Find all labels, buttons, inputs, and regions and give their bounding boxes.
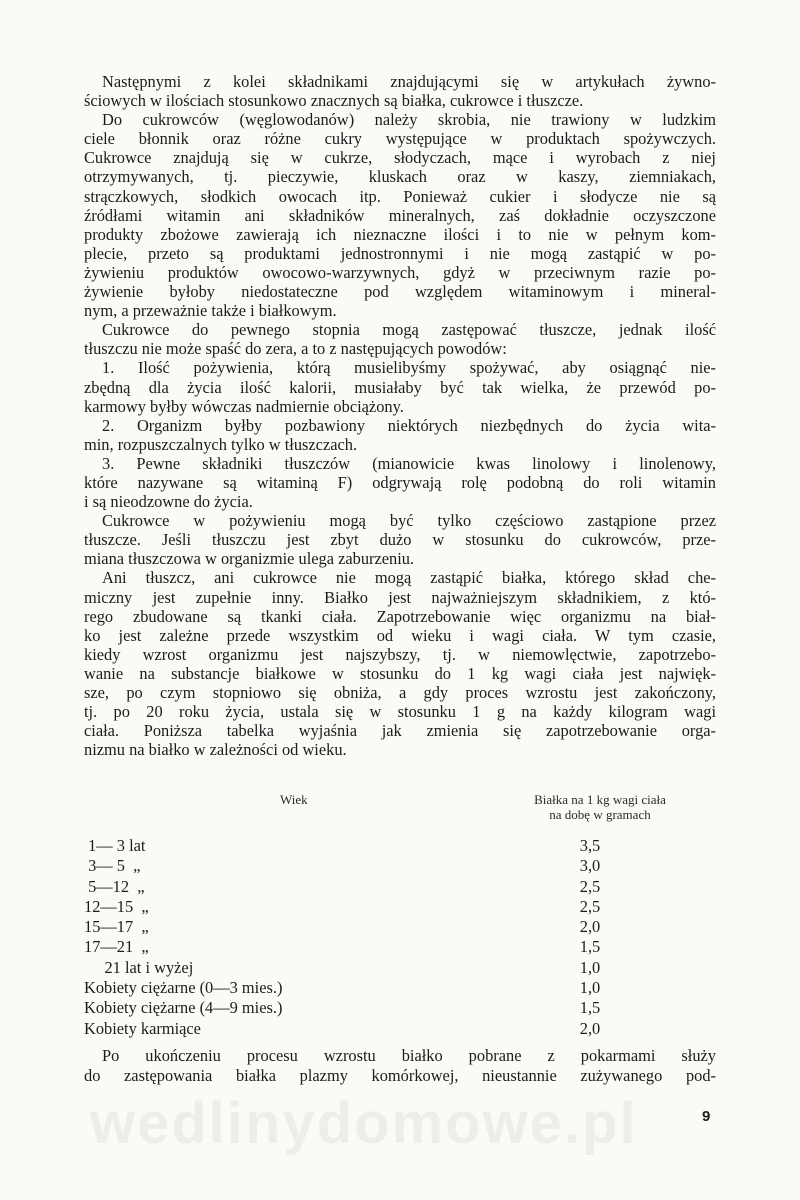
- age-cell: 21 lat i wyżej: [84, 957, 194, 977]
- text-line: żywienie byłoby niedostateczne pod względem witaminowym i mineral-: [84, 282, 716, 302]
- value-cell: 1,5: [579, 998, 601, 1018]
- age-cell: 17—21 „: [84, 937, 149, 957]
- table-row: [84, 937, 716, 957]
- age-cell: Kobiety ciężarne (4—9 mies.): [84, 998, 283, 1018]
- age-cell: 15—17 „: [84, 917, 149, 937]
- text-line: 3. Pewne składniki tłuszczów (mianowicie kwas linolowy i linolenowy,: [102, 453, 716, 473]
- text-line: Ani tłuszcz, ani cukrowce nie mogą zastąpić białka, którego skład che-: [102, 568, 716, 588]
- column-header-protein-line1: Białka na 1 kg wagi ciała: [534, 792, 666, 807]
- age-cell: 1— 3 lat: [84, 836, 146, 855]
- text-line: miczny jest zupełnie inny. Białko jest najważniejszym składnikiem, z któ-: [84, 587, 716, 607]
- table-row: [84, 998, 716, 1018]
- text-line: do zastępowania białka plazmy komórkowej, nieustannie zużywanego pod-: [84, 1066, 716, 1085]
- text-line: Cukrowce znajdują się w cukrze, słodyczach, mące i wyrobach z niej: [84, 148, 716, 168]
- value-cell: 3,0: [579, 856, 601, 876]
- text-line: min, rozpuszczalnych tylko w tłuszczach.: [84, 434, 358, 454]
- table-row: [84, 1019, 716, 1039]
- table-row: [84, 978, 716, 998]
- table-row: [84, 958, 716, 978]
- text-line: ko jest zależne przede wszystkim od wieku i wagi ciała. W tym czasie,: [84, 625, 716, 645]
- text-line: źródłami witamin ani składników mineralnych, zaś dokładnie oczyszczone: [84, 205, 716, 225]
- text-line: kiedy wzrost organizmu jest najszybszy, tj. w niemowlęctwie, zapotrzebo-: [84, 644, 716, 664]
- text-line: produkty zbożowe zawierają ich nieznaczne ilości i to nie w pełnym kom-: [84, 224, 716, 244]
- text-line: tłuszczu nie może spaść do zera, a to z następujących powodów:: [84, 339, 507, 359]
- text-line: Następnymi z kolei składnikami znajdującymi się w artykułach żywno-: [102, 72, 716, 91]
- table-row: [84, 836, 716, 856]
- age-cell: Kobiety karmiące: [84, 1018, 201, 1038]
- text-line: 2. Organizm byłby pozbawiony niektórych niezbędnych do życia wita-: [102, 415, 716, 435]
- text-line: Cukrowce w pożywieniu mogą być tylko częściowo zastąpione przez: [102, 511, 716, 531]
- text-line: ciała. Poniższa tabelka wyjaśnia jak zmienia się zapotrzebowanie orga-: [84, 721, 716, 741]
- text-line: otrzymywanych, tj. pieczywie, kluskach oraz w kaszy, ziemniakach,: [84, 167, 716, 187]
- text-line: ściowych w ilościach stosunkowo znacznych są białka, cukrowce i tłuszcze.: [84, 91, 584, 111]
- text-line: które nazywane są witaminą F) odgrywają rolę podobną do roli witamin: [84, 472, 716, 492]
- main-text: [84, 72, 716, 759]
- text-line: tj. po 20 roku życia, ustala się w stosunku 1 g na każdy kilogram wagi: [84, 702, 716, 722]
- table-row: [84, 917, 716, 937]
- text-line: Po ukończeniu procesu wzrostu białko pobrane z pokarmami służy: [102, 1046, 716, 1065]
- text-line: ciele błonnik oraz różne cukry występujące w produktach spożywczych.: [84, 129, 716, 149]
- value-cell: 2,0: [579, 1018, 601, 1038]
- value-cell: 1,0: [579, 978, 601, 998]
- text-line: strączkowych, słodkich owocach itp. Ponieważ cukier i słodycze nie są: [84, 186, 716, 206]
- text-line: i są nieodzowne do życia.: [84, 492, 253, 512]
- text-line: miana tłuszczowa w organizmie ulega zaburzeniu.: [84, 549, 415, 569]
- watermark: wedlinydomowe.pl: [90, 1091, 638, 1156]
- age-cell: 3— 5 „: [84, 856, 141, 876]
- column-header-protein-line2: na dobę w gramach: [549, 807, 651, 822]
- table-row: [84, 897, 716, 917]
- value-cell: 1,0: [579, 957, 601, 977]
- text-line: wanie na substancje białkowe w stosunku do 1 kg wagi ciała jest najwięk-: [84, 663, 716, 683]
- age-cell: 5—12 „: [84, 876, 145, 896]
- text-line: nizmu na białko w zależności od wieku.: [84, 740, 347, 760]
- value-cell: 2,5: [579, 896, 601, 916]
- table-row: [84, 856, 716, 876]
- value-cell: 1,5: [579, 937, 601, 957]
- text-line: żywieniu produktów owocowo-warzywnych, gdyż w przeciwnym razie po-: [84, 262, 716, 282]
- page-number: 9: [702, 1108, 711, 1125]
- value-cell: 2,0: [579, 917, 601, 937]
- table-row: [84, 877, 716, 897]
- value-cell: 3,5: [579, 836, 601, 855]
- text-line: tłuszcze. Jeśli tłuszczu jest zbyt dużo w stosunku do cukrowców, prze-: [84, 530, 716, 550]
- column-header-protein: [500, 792, 700, 822]
- column-header-age: Wiek: [280, 792, 308, 807]
- protein-table: [84, 836, 716, 1039]
- text-line: plecie, przeto są produktami jednostronnymi i nie mogą zastąpić w po-: [84, 243, 716, 263]
- text-line: zbędną dla życia ilość kalorii, musiałaby być tak wielka, że przewód po-: [84, 377, 716, 397]
- value-cell: 2,5: [579, 876, 601, 896]
- age-cell: 12—15 „: [84, 896, 149, 916]
- age-cell: Kobiety ciężarne (0—3 mies.): [84, 978, 283, 998]
- text-line: Cukrowce do pewnego stopnia mogą zastępować tłuszcze, jednak ilość: [102, 320, 716, 340]
- text-line: Do cukrowców (węglowodanów) należy skrobia, nie trawiony w ludzkim: [102, 110, 716, 130]
- text-line: karmowy byłby wówczas nadmiernie obciążony.: [84, 396, 404, 416]
- text-line: rego zbudowane są tkanki ciała. Zapotrzebowanie więc organizmu na biał-: [84, 606, 716, 626]
- text-line: nym, a przeważnie także i białkowym.: [84, 301, 337, 321]
- text-line: 1. Ilość pożywienia, którą musielibyśmy spożywać, aby osiągnąć nie-: [102, 358, 716, 378]
- text-line: sze, po czym stopniowo się obniża, a gdy proces wzrostu jest zakończony,: [84, 683, 716, 702]
- closing-text: [84, 1046, 716, 1086]
